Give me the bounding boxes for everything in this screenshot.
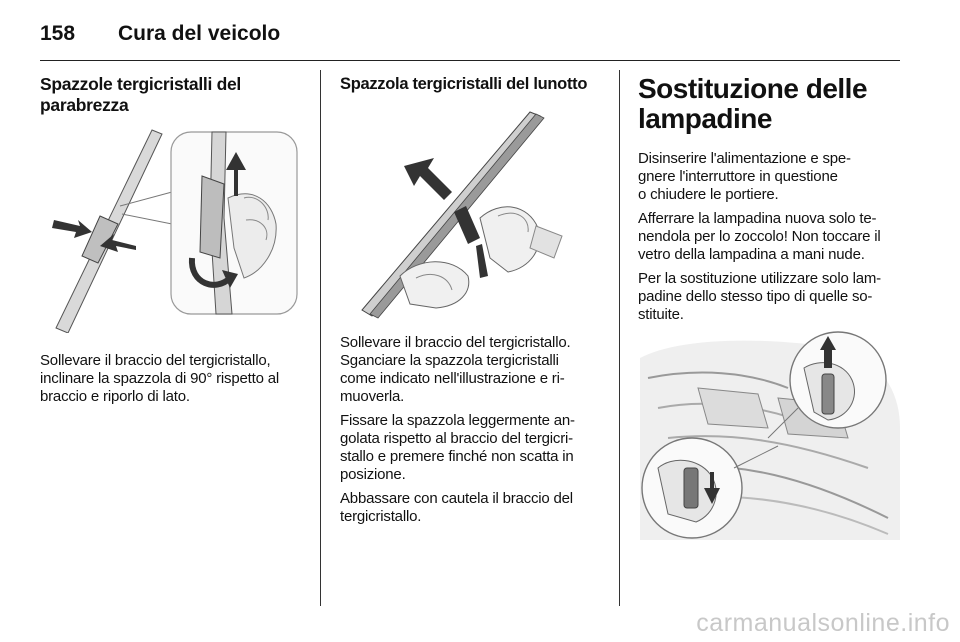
page-header [40,18,900,61]
bulb-paragraph-1: Disinserire l'alimentazione e spe- gnere l'interruttore in questione o chiudere le portiere. [638,150,851,203]
section-heading: Spazzola tergicristalli del lunotto [340,75,588,93]
bulb-paragraph-3: Per la sostituzione utilizzare solo lam- padine dello stesso tipo di quelle so- stituite. [638,270,881,323]
page-number: 158 [40,22,76,45]
column-divider-2 [619,70,620,606]
engine-bay-bulb-illustration [638,328,900,540]
rear-wiper-paragraph-1: Sollevare il braccio del tergicristallo. Sganciare la spazzola tergicristalli come indicato nell'illustrazione e ri- muoverla. [340,334,571,405]
windscreen-wiper-illustration [40,128,302,333]
windscreen-wiper-paragraph: Sollevare il braccio del tergicristallo, inclinare la spazzola di 90° rispetto al braccio e riporlo di lato. [40,352,279,405]
section-rear-wiper [340,74,610,95]
section-bulb-replacement [638,74,900,134]
section-heading: Sostituzione delle lampadine [638,73,868,134]
bulb-replacement-text [638,150,904,330]
bulb-paragraph-2: Afferrare la lampadina nuova solo te- nendola per lo zoccolo! Non toccare il vetro della lampadina a mani nude. [638,210,881,263]
rear-wiper-paragraph-3: Abbassare con cautela il braccio del tergicristallo. [340,490,573,525]
section-windscreen-wipers [40,74,310,116]
rear-wiper-text [340,334,612,532]
column-divider-1 [320,70,321,606]
section-heading: Spazzole tergicristalli del parabrezza [40,74,241,115]
chapter-title: Cura del veicolo [118,22,281,45]
rear-wiper-illustration [340,108,602,320]
windscreen-wiper-text [40,352,312,412]
rear-wiper-paragraph-2: Fissare la spazzola leggermente an- golata rispetto al braccio del tergicri- stallo e premere finché non scatta in posizione. [340,412,575,483]
watermark: carmanualsonline.info [696,609,950,637]
